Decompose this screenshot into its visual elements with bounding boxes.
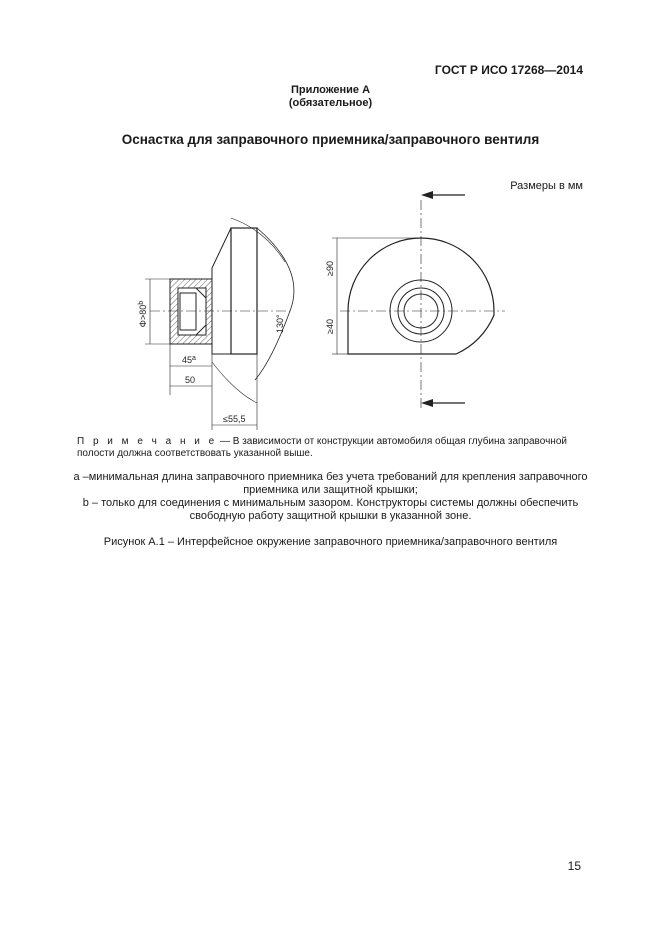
dimensions-unit: Размеры в мм (510, 180, 583, 192)
dim-50: 50 (185, 375, 196, 385)
note-text: — В зависимости от конструкции автомобиля общая глубина заправочной полости должна соответствовать указанной выше. (77, 436, 567, 459)
standard-number: ГОСТ Р ИСО 17268—2014 (434, 63, 583, 77)
page-number: 15 (567, 859, 581, 873)
dim-90: ≥90 (325, 261, 335, 276)
annex-title: Приложение А (290, 84, 371, 96)
dim-40: ≥40 (325, 319, 335, 334)
dim-55: ≤55,5 (223, 414, 246, 424)
dim-angle: 130° (275, 314, 285, 333)
front-dimensions (332, 238, 421, 354)
dim-45: 45$^a$ (182, 355, 196, 365)
footnote-a-line1: a –минимальная длина заправочного приемника без учета требований для крепления заправочного (73, 471, 588, 483)
footnote-b-line2: свободную работу защитной крышки в указанной зоне. (189, 510, 472, 522)
technical-drawing (0, 0, 661, 440)
footnote-a-line2: приемника или защитной крышки; (243, 484, 418, 496)
receptacle-front-view (340, 200, 505, 408)
annex-status: (обязательное) (288, 97, 373, 109)
note-label: П р и м е ч а н и е (77, 436, 218, 447)
footnote-b-line1: b – только для соединения с минимальным зазором. Конструкторы системы должны обеспечить (82, 497, 579, 509)
dim-diameter: $\Phi>80^b$ (138, 300, 148, 328)
receptacle-side-view (150, 279, 290, 344)
note (77, 436, 585, 460)
figure-title: Оснастка для заправочного приемника/заправочного вентиля (121, 132, 540, 147)
nozzle-body (212, 218, 294, 403)
section-arrows (421, 191, 465, 407)
figure-caption: Рисунок А.1 – Интерфейсное окружение заправочного приемника/заправочного вентиля (103, 536, 558, 548)
